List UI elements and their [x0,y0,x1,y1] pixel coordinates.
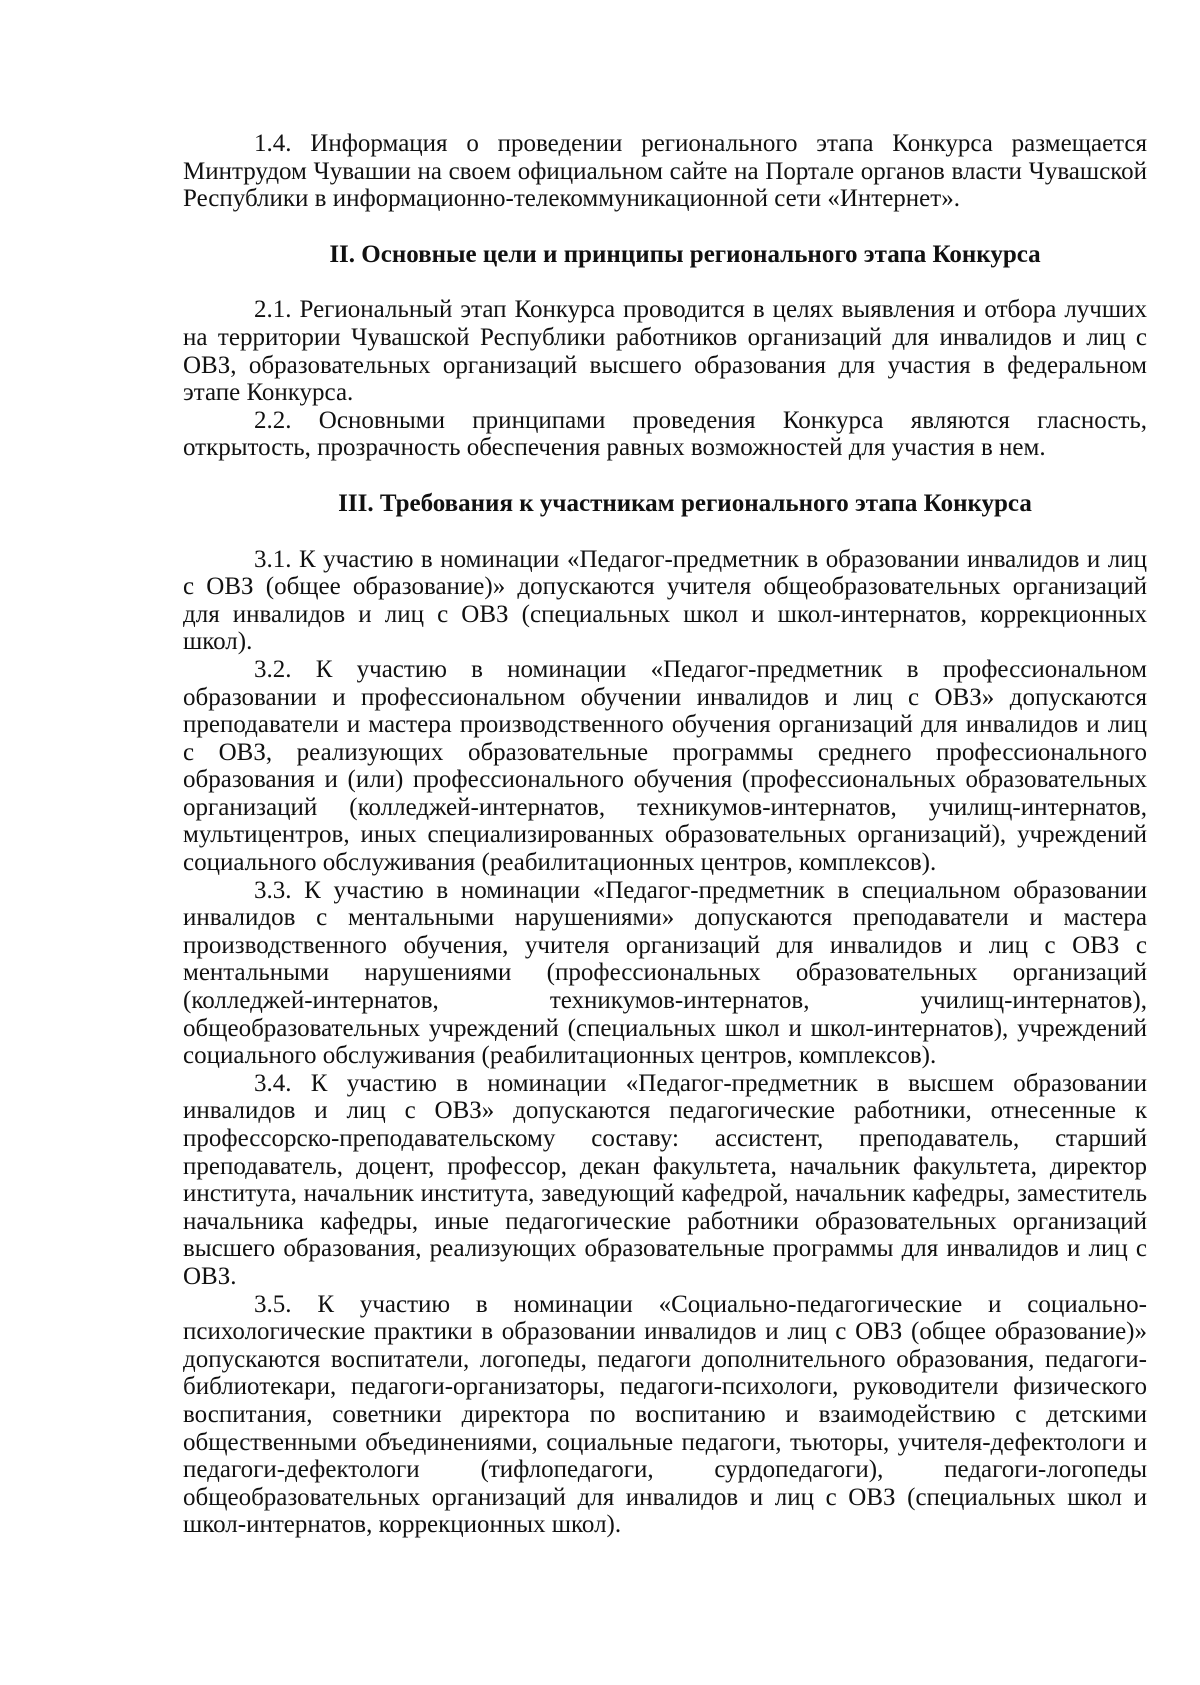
spacer [183,268,1147,296]
paragraph-2-1: 2.1. Региональный этап Конкурса проводится в целях выявления и отбора лучших на территории Чувашской Республики работников организаций для инвалидов и лиц с ОВЗ, образовательных организаций высшего образования для участия в федеральном этапе Конкурса. [183,296,1147,407]
spacer [183,462,1147,490]
section-heading-3: III. Требования к участникам регионального этапа Конкурса [338,489,1032,517]
paragraph-3-3: 3.3. К участию в номинации «Педагог-предметник в специальном образовании инвалидов с ментальными нарушениями» допускаются преподаватели и мастера производственного обучения, учителя организаций для инвалидов и лиц с ОВЗ с ментальными нарушениями (профессиональных образовательных организаций (колледжей-интернатов, техникумов-интернатов, училищ-интернатов), общеобразовательных учреждений (специальных школ и школ-интернатов), учреждений социального обслуживания (реабилитационных центров, комплексов). [183,876,1147,1070]
paragraph-2-2: 2.2. Основными принципами проведения Конкурса являются гласность, открытость, прозрачность обеспечения равных возможностей для участия в нем. [183,406,1147,462]
paragraph-3-4: 3.4. К участию в номинации «Педагог-предметник в высшем образовании инвалидов и лиц с ОВЗ» допускаются педагогические работники, отнесенные к профессорско-преподавательскому составу: ассистент, преподаватель, старший преподаватель, доцент, профессор, декан факультета, начальник факультета, директор института, начальник института, заведующий кафедрой, начальник кафедры, заместитель начальника кафедры, иные педагогические работники образовательных организаций высшего образования, реализующих образовательные программы для инвалидов и лиц с ОВЗ. [183,1069,1147,1290]
spacer [183,518,1147,546]
spacer [183,213,1147,241]
section-heading-2: II. Основные цели и принципы регионального этапа Конкурса [329,240,1041,268]
paragraph-1-4: 1.4. Информация о проведении регионального этапа Конкурса размещается Минтрудом Чувашии на своем официальном сайте на Портале органов власти Чувашской Республики в информационно-телекоммуникационной сети «Интернет». [183,130,1147,213]
paragraph-3-1: 3.1. К участию в номинации «Педагог-предметник в образовании инвалидов и лиц с ОВЗ (общее образование)» допускаются учителя общеобразовательных организаций для инвалидов и лиц с ОВЗ (специальных школ и школ-интернатов, коррекционных школ). [183,545,1147,656]
document-body [183,130,1147,1539]
paragraph-3-5: 3.5. К участию в номинации «Социально-педагогические и социально-психологические практики в образовании инвалидов и лиц с ОВЗ (общее образование)» допускаются воспитатели, логопеды, педагоги дополнительного образования, педагоги-библиотекари, педагоги-организаторы, педагоги-психологи, руководители физического воспитания, советники директора по воспитанию и взаимодействию с детскими общественными объединениями, социальные педагоги, тьюторы, учителя-дефектологи и педагоги-дефектологи (тифлопедагоги, сурдопедагоги), педагоги-логопеды общеобразовательных организаций для инвалидов и лиц с ОВЗ (специальных школ и школ-интернатов, коррекционных школ). [183,1290,1147,1539]
paragraph-3-2: 3.2. К участию в номинации «Педагог-предметник в профессиональном образовании и профессиональном обучении инвалидов и лиц с ОВЗ» допускаются преподаватели и мастера производственного обучения организаций для инвалидов и лиц с ОВЗ, реализующих образовательные программы среднего профессионального образования и (или) профессионального обучения (профессиональных образовательных организаций (колледжей-интернатов, техникумов-интернатов, училищ-интернатов, мультицентров, иных специализированных образовательных организаций), учреждений социального обслуживания (реабилитационных центров, комплексов). [183,655,1147,877]
